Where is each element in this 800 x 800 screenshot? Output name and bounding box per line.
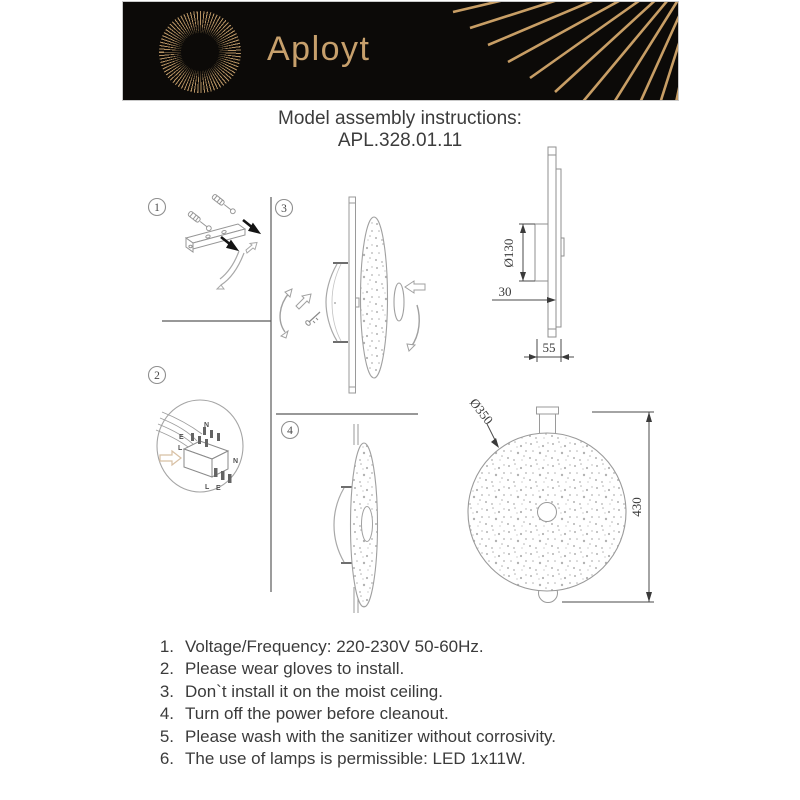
- instruction-list: [148, 636, 556, 770]
- dim-front-diameter: Ø350: [466, 395, 497, 428]
- front-dimension-drawing: [467, 395, 654, 602]
- instruction-item: [148, 636, 556, 658]
- wire-label-l-top: L: [178, 445, 183, 452]
- instruction-item: [148, 748, 556, 770]
- dim-front-height: 430: [629, 497, 644, 517]
- instruction-text: Don`t install it on the moist ceiling.: [185, 681, 443, 701]
- wire-label-e-bottom: E: [216, 485, 221, 492]
- wire-label-n-right: N: [233, 458, 239, 465]
- instruction-number: 6.: [159, 749, 174, 769]
- instruction-number: 5.: [159, 726, 174, 746]
- dim-side-diameter: Ø130: [501, 238, 516, 268]
- model-number: APL.328.01.11: [337, 130, 463, 151]
- brand-name: Aployt: [267, 30, 371, 68]
- page-title: Model assembly instructions:: [278, 108, 522, 129]
- instruction-text: Turn off the power before cleanout.: [185, 704, 449, 724]
- step-1-diagram: [186, 194, 258, 289]
- instruction-number: 1.: [159, 637, 174, 656]
- instruction-text: Please wear gloves to install.: [185, 659, 405, 679]
- instruction-item: [148, 726, 556, 748]
- dim-side-depth: 55: [542, 340, 556, 355]
- side-dimension-drawing: [492, 147, 574, 362]
- instruction-text: The use of lamps is permissible: LED 1x11W.: [185, 749, 526, 769]
- step-3-number: 3: [281, 203, 287, 215]
- dim-side-wall-distance: 30: [498, 284, 512, 299]
- instruction-number: 4.: [159, 704, 174, 724]
- step-4-diagram: [334, 424, 378, 613]
- instruction-number: 3.: [159, 681, 174, 701]
- instruction-item: [148, 681, 556, 703]
- step-1-number: 1: [154, 202, 160, 214]
- step-4-number: 4: [287, 425, 293, 437]
- instruction-item: [148, 658, 556, 680]
- step-2-diagram: [156, 400, 243, 492]
- instruction-text: Please wash with the sanitizer without corrosivity.: [185, 726, 557, 746]
- step-2-number: 2: [154, 370, 160, 382]
- instruction-number: 2.: [159, 659, 174, 679]
- step-3-diagram: [280, 197, 425, 393]
- wire-label-e-top: E: [179, 434, 184, 441]
- instruction-text: Voltage/Frequency: 220-230V 50-60Hz.: [185, 637, 484, 656]
- wire-label-n-top: N: [204, 422, 210, 429]
- instruction-item: [148, 703, 556, 725]
- wire-label-l-bottom: L: [205, 484, 210, 491]
